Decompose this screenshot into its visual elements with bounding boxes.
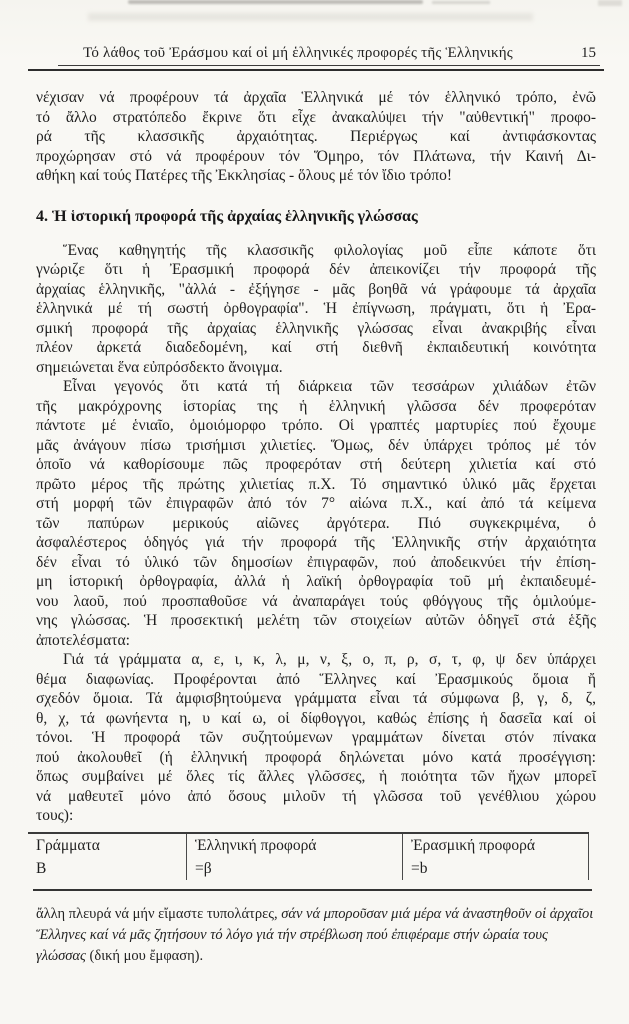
text-line: Εἶναι γεγονός ὅτι κατά τή διάρκεια τῶν τεσσάρων χιλιάδων ἐτῶν [63,378,596,395]
text-line: σχεδόν ὅμοια. Τά ἀμφισβητούμενα γράμματα εἶναι τά σύμφωνα β, γ, δ, ζ, [36,690,596,707]
text-line: τῶν παπύρων μερικούς αἰῶνες ἀργότερα. Πιό συγκεκριμένα, ὁ [36,514,596,532]
paragraph [36,650,596,826]
page-number: 15 [581,45,596,61]
text-line: ἀσφαλέστερος ὁδηγός γιά τήν προφορά τῆς Ἑλληνικῆς στήν ἀρχαιότητα [36,534,596,551]
table-cell-greek: =β [187,857,403,880]
running-header-title: Τό λάθος τοῦ Ἐράσμου καί οἱ μή ἑλληνικές προφορές τῆς Ἑλληνικής [83,45,513,61]
text-line: νης γλώσσας. Ἡ προσεκτική μελέτη τῶν στοιχείων αὐτῶν ὁδηγεῖ στά ἑξῆς [36,612,596,629]
section-heading: 4. Ἡ ἱστορική προφορά τῆς ἀρχαίας ἑλληνικῆς γλώσσας [36,207,418,225]
text-line: μη ἱστορική ὀρθογραφία, ἀλλά ἡ λαϊκή ὀρθογραφία τοῦ μή ἐκπαιδευμέ- [36,573,596,590]
text-line: θέμα διαφωνίας. Προφέρονται ἀπό Ἕλληνες καί Ἐρασμικούς ὅμοια ἤ [36,670,596,688]
table-header-greek: Ἑλληνική προφορά [187,834,403,857]
footnote-text: ἄλλη πλευρά νά μήν εἴμαστε τυπολάτρες, [36,905,282,922]
text-line: μᾶς ἀνάγουν πίσω τρισήμισι χιλιετίες. Ὅμως, δέν ὑπάρχει τρόπος μέ τόν [36,436,596,454]
text-line: πού ἀκολουθεῖ (ἡ ἑλληνική προφορά δηλώνεται μόνο κατά προσέγγιση: [36,748,596,766]
footnote [36,904,596,967]
text-line: ρά τῆς κλασσικῆς ἀρχαιότητας. Περιέργως καί ἀντιφάσκοντας [36,128,596,145]
text-line: ἀποτελέσματα: [36,631,130,649]
running-header [36,44,596,62]
text-line: σημειώνεται ἕνα εὐπρόσδεκτο ἄνοιγμα. [36,358,283,376]
text-line: ἀρχαίας ἑλληνικῆς, "ἀλλά - ἐξήγησε - μᾶς βοηθᾶ νά γράφουμε τά ἀρχαῖα [36,280,596,298]
text-line: ἑλληνικά μέ τή σωστή ὀρθογραφία". Ἡ ἐπίγνωση, πράγματι, ὅτι ἡ Ἐρα- [36,300,596,317]
text-line: αθήκη καί τούς Πατέρες τῆς Ἐκκλησίας - ὅλους μέ τόν ἴδιο τρόπο! [36,167,452,184]
text-line: στή μορφή τῶν ἐπιγραφῶν ἀπό τόν 7° αἰώνα π.Χ., καί ἀπό τά κείμενα [36,495,596,512]
table-cell-letter: Β [28,857,187,880]
header-rule-thick [28,69,604,71]
text-line: νά μαθευτεῖ μόνο ἀπό ὅσους μιλοῦν τή γλῶσσα τοῦ γενέθλιου χώρου [36,787,596,805]
pronunciation-table [28,832,589,880]
text-line: πάντοτε μέ ἑνιαῖο, ὁμοιόμορφο τρόπο. Οἱ γραπτές μαρτυρίες πού ἔχουμε [36,417,596,434]
text-line: προχώρησαν στό νά προφέρουν τόν Ὅμηρο, τόν Πλάτωνα, τήν Καινή Δι- [36,147,596,165]
page-content [36,0,596,967]
paragraph-continuation [36,88,596,186]
text-line: νου λαοῦ, πού προσπαθοῦσε νά ἀναπαράγει τούς φθόγγους τῆς ὁμιλούμε- [36,592,596,610]
text-line: τους): [36,807,74,824]
table-cell-erasmian: =b [403,857,589,880]
text-line: πρῶτο μέρος τῆς πρώτης χιλιετίας π.Χ. Τό σημαντικό ὑλικό μᾶς ἔρχεται [36,475,596,493]
header-rule-thin [58,65,600,66]
footnote-rule [33,889,592,891]
text-line: Ἕνας καθηγητής τῆς κλασσικῆς φιλολογίας μοῦ εἶπε κάποτε ὅτι [63,241,596,259]
text-line: θ, χ, τά φωνήεντα η, υ καί ω, οἱ δίφθογγοι, καθώς ἐπίσης ἡ δασεῖα καί οἱ [36,709,596,727]
table-header-erasmian: Ἐρασμική προφορά [403,834,589,857]
text-line: ὁποῖο νά καθορίσουμε πῶς προφερόταν στή δεύτερη χιλιετία καί στό [36,456,596,473]
text-line: τόνοι. Ἡ προφορά τῶν συζητούμενων γραμμάτων δίνεται στόν πίνακα [36,729,596,746]
scan-artifact [598,0,622,6]
paragraph [36,241,596,378]
text-line: γνώριζε ὅτι ἡ Ἐρασμική προφορά δέν ἀπεικονίζει τήν προφορά τῆς [36,261,596,278]
text-line: πλέον ἀρκετά διαδεδομένη, καί στή διεθνῆ ἐκπαιδευτική κοινότητα [36,339,596,356]
table-header-letters: Γράμματα [28,834,187,857]
text-line: δέν εἶναι τό ὑλικό τῶν δημοσίων ἐπιγραφῶν, πού ἀποδεικνύει τήν ἐπίση- [36,553,596,571]
text-line: Γιά τά γράμματα α, ε, ι, κ, λ, μ, ν, ξ, ο, π, ρ, σ, τ, φ, ψ δεν ὑπάρχει [63,651,596,668]
footnote-text-italic: σάν νά μποροῦσαν μιά μέρα νά ἀναστηθοῦν οἱ ἀρχαῖοι Ἕλληνες καί νά μᾶς ζητήσουν τό λόγο γιά τήν στρέβλωση πού ἐπιφέραμε στήν ὡραία τους γλώσσας [36,905,594,964]
footnote-text: (δική μου ἔμφαση). [89,947,204,964]
text-line: ὅπως συμβαίνει μέ ὅλες τίς ἄλλες γλῶσσες, ἡ ποιότητα τῶν ἤχων μπορεῖ [36,768,596,785]
text-line: νέχισαν νά προφέρουν τά ἀρχαῖα Ἑλληνικά μέ τόν ἑλληνικό τρόπο, ἐνῶ [36,89,596,106]
text-line: τῆς μακρόχρονης ἱστορίας της ἡ ἑλληνική γλῶσσα δέν προφερόταν [36,397,596,415]
paragraph [36,377,596,650]
text-line: σμική προφορά τῆς ἀρχαίας ἑλληνικῆς γλώσσας εἶναι ἀνακριβής εἶναι [36,319,596,337]
text-line: τό ἄλλο στρατόπεδο ἔκρινε ὅτι εἶχε ἀνακαλύψει τήν "αὐθεντική" προφο- [36,108,596,126]
